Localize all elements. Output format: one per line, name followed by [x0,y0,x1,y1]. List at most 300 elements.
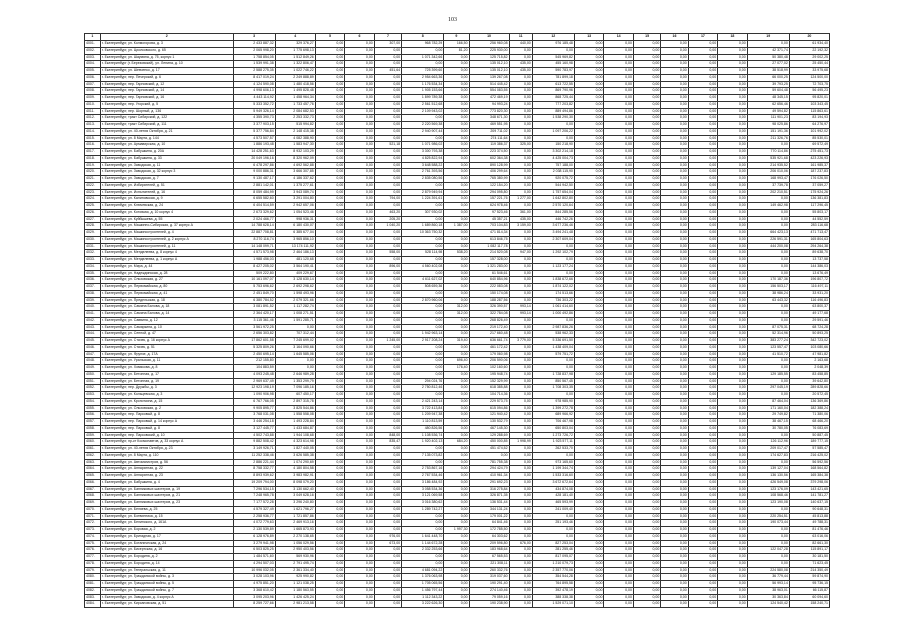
amount-cell: 0,00 [315,371,345,378]
amount-cell: 0,00 [315,358,345,365]
amount-cell: 0,00 [574,162,604,169]
amount-cell: 0,00 [718,108,748,115]
amount-cell: 0,00 [315,250,345,257]
amount-cell: 8 270 116,74 [233,236,275,243]
amount-cell: 0,00 [688,243,718,250]
amount-cell: 0,00 [718,351,748,358]
amount-cell: 0,00 [604,142,634,149]
amount-cell: 0,00 [633,452,660,459]
amount-cell: 0,00 [604,311,634,318]
amount-cell: 4 294 507,03 [233,560,275,567]
row-number: 4051. [85,378,101,385]
amount-cell: 1 998,99 [509,439,532,446]
amount-cell: 3 965 856,10 [275,236,315,243]
amount-cell: 0,00 [604,392,634,399]
amount-cell: 0,00 [509,243,532,250]
amount-cell: 219 172,40 [469,324,509,331]
amount-cell: 0,00 [315,122,345,129]
amount-cell: 0,00 [604,398,634,405]
amount-cell: 329 376,27 [275,41,315,48]
address-cell: г. Екатеринбург, ул. 40-летия Октября, д. 23 [100,446,233,453]
amount-cell: 4 502 743,88 [233,432,275,439]
address-cell: г. Екатеринбург, ул. Колмогорова, д. 3 [100,41,233,48]
amount-cell: 890 128,99 [469,162,509,169]
amount-cell: 1 199 344,74 [532,466,574,473]
amount-cell: 0,00 [661,284,688,291]
amount-cell: 129 288,69 [469,432,509,439]
amount-cell: 0,00 [402,236,444,243]
amount-cell: 217 660,48 [469,331,509,338]
amount-cell: 0,00 [315,547,345,554]
amount-cell: 0,00 [509,419,532,426]
amount-cell: 63 443,32 [747,297,789,304]
amount-cell: 613 846,75 [469,236,509,243]
amount-cell: 696,40 [444,358,469,365]
amount-cell: 4 571 573,98 [233,250,275,257]
amount-cell: 0,00 [718,601,748,608]
amount-cell: 176,40 [444,365,469,372]
amount-cell: 0,00 [604,351,634,358]
row-number: 4041. [85,311,101,318]
amount-cell: 0,00 [633,311,660,318]
row-number: 4002. [85,47,101,54]
amount-cell: 2 987 836,26 [532,324,574,331]
amount-cell: 0,00 [315,560,345,567]
amount-cell: 0,00 [604,371,634,378]
amount-cell: 0,00 [444,533,469,540]
amount-cell: 81 476,46 [789,527,829,534]
address-cell: г. Екатеринбург, пр-кт Космонавтов, д. 33 корпус А [100,439,233,446]
amount-cell: 0,00 [345,574,375,581]
address-cell: г. Екатеринбург, ул. Машиностроителей, д. 4 [100,230,233,237]
amount-cell: 4 180 804,58 [275,466,315,473]
amount-cell: 0,00 [688,230,718,237]
amount-cell: 0,00 [604,284,634,291]
amount-cell: 0,00 [509,108,532,115]
amount-cell: 0,00 [688,425,718,432]
amount-cell: 1 292 102,79 [532,250,574,257]
amount-cell: 0,00 [661,290,688,297]
amount-cell: 0,00 [345,358,375,365]
amount-cell: 0,00 [661,419,688,426]
amount-cell: 0,00 [661,581,688,588]
amount-cell: 0,00 [574,203,604,210]
amount-cell: 706 467,98 [532,419,574,426]
amount-cell: 0,00 [574,47,604,54]
amount-cell: 4 093 245,48 [233,371,275,378]
amount-cell: 0,00 [574,378,604,385]
amount-cell: 102 160,60 [469,365,509,372]
address-cell: г. Екатеринбург, пер. Парковый, д. 8 [100,425,233,432]
amount-cell: 0,00 [661,493,688,500]
amount-cell: 294 264,38 [789,243,829,250]
amount-cell: 1 082 117,78 [469,243,509,250]
amount-cell: 52 314,96 [747,331,789,338]
amount-cell: 1 090 906,98 [233,392,275,399]
table-row [85,574,830,581]
amount-cell: 0,00 [444,425,469,432]
amount-cell: 0,00 [374,101,401,108]
table-row [85,378,830,385]
table-row [85,567,830,574]
table-row [85,176,830,183]
amount-cell: 0,00 [574,155,604,162]
amount-cell: 1 621 796,27 [275,506,315,513]
amount-cell: 0,00 [345,486,375,493]
table-row [85,459,830,466]
amount-cell: 0,00 [604,479,634,486]
amount-cell: 0,00 [604,176,634,183]
amount-cell: 0,00 [374,317,401,324]
amount-cell: 0,00 [374,527,401,534]
amount-cell: 1 176 534,34 [402,81,444,88]
amount-cell: 558,00 [374,250,401,257]
amount-cell: 56 592,56 [789,459,829,466]
address-cell: г. Екатеринбург, ул. Первомайская, д. 80 [100,284,233,291]
row-number: 4031. [85,243,101,250]
amount-cell: 0,00 [574,513,604,520]
amount-cell: 0,00 [574,101,604,108]
amount-cell: 0,00 [661,371,688,378]
amount-cell: 2 767 534,46 [402,473,444,480]
address-cell: г. Екатеринбург, ул. Фрунзе, д. 17А [100,351,233,358]
table-row [85,243,830,250]
amount-cell: 4 611 627,02 [402,277,444,284]
amount-cell: 7 296 534,15 [233,486,275,493]
amount-cell: 0,00 [633,493,660,500]
amount-cell: 0,00 [509,324,532,331]
amount-cell: 976 185,48 [532,41,574,48]
amount-cell: 0,00 [509,479,532,486]
amount-cell: 3 121 069,58 [402,493,444,500]
table-row [85,540,830,547]
amount-cell: 0,00 [374,392,401,399]
amount-cell: 0,00 [633,155,660,162]
amount-cell: 0,00 [633,115,660,122]
amount-cell: 515 994,82 [275,122,315,129]
amount-cell: 0,00 [574,344,604,351]
row-number: 4068. [85,493,101,500]
row-number: 4026. [85,209,101,216]
amount-cell: 0,00 [574,527,604,534]
address-cell: г. Екатеринбург, ул. Котовкая, д. 10 корпус 4 [100,209,233,216]
amount-cell: 0,00 [718,68,748,75]
amount-cell: 150 218,90 [532,142,574,149]
amount-cell: 0,00 [604,122,634,129]
amount-cell: 289 828,66 [789,385,829,392]
address-cell: г. Екатеринбург, ул. Банниковых шахтеров, д. 21 [100,493,233,500]
amount-cell: 0,00 [402,290,444,297]
amount-cell: 0,00 [604,446,634,453]
amount-cell: 0,00 [374,574,401,581]
amount-cell: 0,00 [661,88,688,95]
amount-cell: 2 940 907,44 [402,128,444,135]
amount-cell: 0,00 [661,250,688,257]
address-cell: г. Екатеринбург, ул. Куйбышева, д. 55 [100,216,233,223]
amount-cell: 7 245 699,02 [275,338,315,345]
amount-cell: 115 863,61 [789,108,829,115]
table-row [85,162,830,169]
column-number: 10 [469,34,509,41]
amount-cell: 0,00 [345,74,375,81]
amount-cell: 0,00 [688,304,718,311]
amount-cell: 156 503,17 [747,284,789,291]
amount-cell: 1 375 277,61 [275,182,315,189]
amount-cell: 1 942 963,14 [402,331,444,338]
amount-cell: 42 371,74 [747,47,789,54]
amount-cell: 0,00 [509,203,532,210]
amount-cell: 98 025,86 [747,122,789,129]
amount-cell: 170 187,36 [747,277,789,284]
amount-cell: 1 071 342,66 [402,54,444,61]
amount-cell: 0,00 [718,324,748,331]
amount-cell: 0,00 [718,358,748,365]
amount-cell: 0,00 [633,297,660,304]
amount-cell: 0,00 [688,601,718,608]
amount-cell: 0,00 [345,540,375,547]
amount-cell: 0,00 [444,257,469,264]
table-row [85,371,830,378]
amount-cell: 3 127 445,77 [233,425,275,432]
amount-cell: 0,00 [688,297,718,304]
amount-cell: 0,00 [718,567,748,574]
amount-cell: 469 551,95 [469,122,509,129]
amount-cell: 5 336 691,50 [532,338,574,345]
amount-cell: 2 249 888,89 [275,74,315,81]
amount-cell: 0,00 [574,216,604,223]
amount-cell: 294 424,79 [469,466,509,473]
amount-cell: 0,00 [374,155,401,162]
address-cell: г. Екатеринбург, ул. Менделеева, д. 8 корпус 4 [100,250,233,257]
amount-cell: 1 495 828,48 [275,88,315,95]
amount-cell: 0,00 [402,392,444,399]
amount-cell: 0,00 [402,257,444,264]
amount-cell: 0,00 [402,560,444,567]
amount-cell: 4 124 590,08 [233,81,275,88]
address-cell: г. Екатеринбург, ул. Бисертская, д. 16 [100,547,233,554]
row-number: 4021. [85,176,101,183]
amount-cell: 0,00 [374,176,401,183]
amount-cell: 2 897 315,78 [275,398,315,405]
amount-cell: 0,00 [604,230,634,237]
amount-cell: 0,00 [444,243,469,250]
amount-cell: 225 930,00 [469,47,509,54]
amount-cell: 0,00 [315,236,345,243]
amount-cell: 0,00 [509,155,532,162]
amount-cell: 0,00 [345,257,375,264]
amount-cell: 14 428 251,63 [233,149,275,156]
amount-cell: 0,00 [661,128,688,135]
amount-cell: 0,00 [444,378,469,385]
amount-cell: 0,00 [444,216,469,223]
amount-cell: 0,00 [633,189,660,196]
address-cell: г. Екатеринбург, ул. Бетонная, д. 19 [100,378,233,385]
amount-cell: 0,00 [275,358,315,365]
amount-cell: 2 969 637,49 [233,378,275,385]
amount-cell: 650 803,04 [532,425,574,432]
amount-cell: 848,00 [374,432,401,439]
amount-cell: 44 552,59 [789,216,829,223]
amount-cell: 0,00 [718,419,748,426]
amount-cell: 206 590,06 [469,358,509,365]
row-number: 4052. [85,385,101,392]
amount-cell: 0,00 [661,203,688,210]
amount-cell: 0,00 [633,419,660,426]
amount-cell: 0,00 [374,270,401,277]
amount-cell: 0,00 [661,567,688,574]
amount-cell: 0,00 [444,398,469,405]
amount-cell: 0,00 [718,47,748,54]
amount-cell: 0,00 [661,486,688,493]
amount-cell: 0,00 [747,263,789,270]
amount-cell: 212 155,80 [233,358,275,365]
amount-cell: 0,00 [444,371,469,378]
amount-cell: 66 115,87 [789,587,829,594]
amount-cell: 0,00 [345,473,375,480]
amount-cell: 0,00 [574,486,604,493]
row-number: 4080. [85,574,101,581]
amount-cell: 3 302 214,18 [532,149,574,156]
amount-cell: 0,00 [633,81,660,88]
amount-cell: 0,00 [747,209,789,216]
amount-cell: 0,00 [574,41,604,48]
amount-cell: 8 893 939,62 [233,473,275,480]
amount-cell: 0,00 [345,439,375,446]
amount-cell: 8 758 332,77 [233,466,275,473]
amount-cell: 0,00 [718,506,748,513]
amount-cell: 1 110 813,59 [402,419,444,426]
amount-cell: 0,00 [604,533,634,540]
amount-cell: 545 969,82 [532,54,574,61]
amount-cell: 0,00 [718,142,748,149]
amount-cell: 0,00 [604,520,634,527]
amount-cell: 0,00 [661,459,688,466]
amount-cell: 0,00 [688,203,718,210]
amount-cell: 0,00 [574,493,604,500]
amount-cell: 307 930,02 [402,209,444,216]
amount-cell: 0,00 [345,567,375,574]
amount-cell: 2 835 080,56 [402,176,444,183]
amount-cell: 0,00 [402,317,444,324]
amount-cell: 0,00 [688,520,718,527]
amount-cell: 0,00 [688,378,718,385]
table-row [85,81,830,88]
amount-cell: 0,00 [374,513,401,520]
amount-cell: 141 781,27 [789,493,829,500]
amount-cell: 1 920 402,13 [402,439,444,446]
amount-cell: 0,00 [718,405,748,412]
amount-cell: 0,00 [661,189,688,196]
table-row [85,317,830,324]
amount-cell: 0,00 [509,581,532,588]
amount-cell: 0,00 [315,527,345,534]
amount-cell: 0,00 [402,311,444,318]
amount-cell: 1 245,00 [374,338,401,345]
amount-cell: 0,00 [345,344,375,351]
amount-cell: 144 386,03 [789,263,829,270]
amount-cell: 0,00 [661,155,688,162]
amount-cell: 0,00 [509,446,532,453]
amount-cell: 0,00 [661,601,688,608]
amount-cell: 0,00 [315,135,345,142]
amount-cell: 0,00 [509,527,532,534]
address-cell: г. Екатеринбург, пер. Парковый, д. 8 [100,412,233,419]
amount-cell: 0,00 [315,574,345,581]
amount-cell: 0,00 [688,493,718,500]
amount-cell: 1 097 206,22 [532,128,574,135]
amount-cell: 0,00 [509,236,532,243]
amount-cell: 0,00 [604,365,634,372]
amount-cell: 0,00 [747,216,789,223]
amount-cell: 62 656,46 [747,101,789,108]
amount-cell: 1 827 440,05 [275,446,315,453]
table-row [85,594,830,601]
amount-cell: 2 561 512,68 [402,101,444,108]
amount-cell: 1 533 316,60 [532,473,574,480]
amount-cell: 0,00 [532,243,574,250]
address-cell: г. Екатеринбург, ул. Белинского, д. 161А [100,520,233,527]
amount-cell: 0,00 [402,243,444,250]
amount-cell: 0,00 [604,601,634,608]
amount-cell: 0,00 [509,587,532,594]
amount-cell: 0,00 [315,284,345,291]
amount-cell: 0,00 [444,317,469,324]
amount-cell: 182 388,24 [789,405,829,412]
amount-cell: 37 739,78 [747,182,789,189]
amount-cell: 0,00 [718,500,748,507]
amount-cell: 174 627,83 [747,452,789,459]
amount-cell: 684,20 [444,439,469,446]
amount-cell: 0,00 [633,203,660,210]
amount-cell: 973 165,60 [532,459,574,466]
amount-cell: 0,00 [718,365,748,372]
amount-cell: 49 177,68 [789,311,829,318]
amount-cell: 0,00 [688,149,718,156]
amount-cell: 0,00 [633,209,660,216]
amount-cell: 1 458 964,34 [275,95,315,102]
amount-cell: 2 258 936,77 [233,513,275,520]
amount-cell: 0,00 [345,459,375,466]
address-cell: г. Екатеринбург, ул. Армавирская, д. 10 [100,142,233,149]
amount-cell: 0,00 [633,473,660,480]
amount-cell: 0,00 [444,547,469,554]
amount-cell: 1 838 672,66 [532,277,574,284]
amount-cell: 1 642 802,80 [532,196,574,203]
amount-cell: 0,00 [374,493,401,500]
amount-cell: 0,00 [718,216,748,223]
amount-cell: 0,00 [444,351,469,358]
amount-cell: 0,00 [574,196,604,203]
amount-cell: 0,00 [688,290,718,297]
amount-cell: 69 572,49 [789,142,829,149]
amount-cell: 0,00 [633,101,660,108]
amount-cell: 0,00 [604,155,634,162]
amount-cell: 0,00 [374,108,401,115]
amount-cell: 0,00 [444,594,469,601]
amount-cell: 0,00 [718,81,748,88]
column-number: 3 [233,34,275,41]
amount-cell: 275 451,73 [789,149,829,156]
amount-cell: 0,00 [633,41,660,48]
amount-cell: 0,00 [374,284,401,291]
amount-cell: 0,00 [315,155,345,162]
amount-cell: 0,00 [444,405,469,412]
row-number: 4009. [85,95,101,102]
amount-cell: 0,00 [718,439,748,446]
amount-cell: 0,00 [345,554,375,561]
amount-cell: 29 002,25 [789,54,829,61]
table-row [85,392,830,399]
